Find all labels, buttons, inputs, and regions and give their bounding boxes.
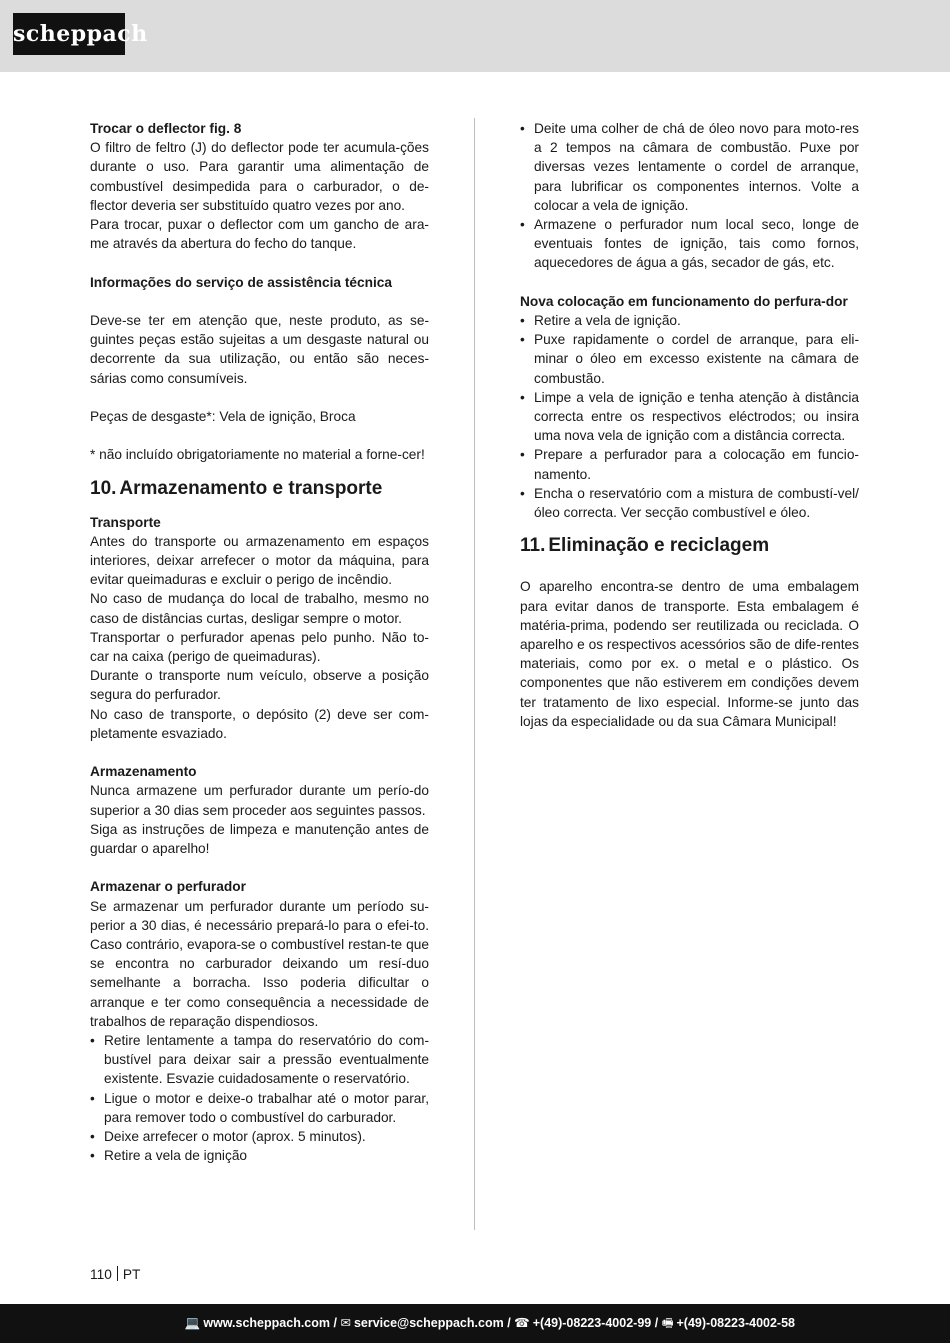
website-link[interactable]: www.scheppach.com [203,1316,330,1330]
email-link[interactable]: service@scheppach.com [353,1316,504,1330]
list-item: • Deixe arrefecer o motor (aprox. 5 minutos). [90,1127,429,1146]
transport-paragraph-1: Antes do transporte ou armazenamento em espaços interiores, deixar arrefecer o motor da máquina, para evitar queimaduras e excluir o perigo de incêndio. [90,533,429,588]
list-item: • Limpe a vela de ignição e tenha atenção à distância correcta entre os respectivos eléctrodos; ou insira uma nova vela de ignição com a distância correcta. [520,388,859,446]
list-item: • Retire a vela de ignição. [520,311,859,330]
list-item: • Retire lentamente a tampa do reservatório do com-bustível para deixar sair a pressão eventualmente existente. Esvazie cuidadosamente o reservatório. [90,1031,429,1089]
deflector-heading: Trocar o deflector fig. 8 [90,121,242,136]
phone-icon: ☎ [514,1316,530,1330]
page-number-value: 110 [90,1267,112,1282]
computer-icon: 💻 [184,1316,201,1330]
email-icon: ✉ [340,1316,351,1330]
storage-heading: Armazenamento [90,764,197,780]
storage-paragraph-2: Siga as instruções de limpeza e manutenção antes de guardar o aparelho! [90,821,429,857]
phone-number: +(49)-08223-4002-99 [532,1316,652,1330]
fax-number: +(49)-08223-4002-58 [676,1316,795,1330]
chapter-11-heading [520,534,859,558]
chapter-10-number: 10. [90,477,117,499]
chapter-11-title: Eliminação e reciclagem [548,535,770,557]
deflector-paragraph-1: O filtro de feltro (J) do deflector pode ter acumula-ções durante o uso. Para garantir uma alimentação de combustível desimpedida para o carburador, o de-flector deveria ser substituído quatro vezes por ano. [90,140,429,213]
page-number [90,1265,140,1284]
right-column [520,119,859,731]
disposal-paragraph: O aparelho encontra-se dentro de uma embalagem para evitar danos de transporte. Esta embalagem é matéria-prima, podendo ser reutilizada ou reciclada. O aparelho e os respectivos acessórios são de dife-rentes materiais, como por ex. o metal e o plástico. Os componentes que não estiverem em condições devem ter tratamento de lixo especial. Informe-se junto das lojas da especialidade ou da sua Câmara Municipal! [520,579,859,729]
list-item: • Retire a vela de ignição [90,1146,429,1165]
transport-heading: Transporte [90,514,161,530]
transport-paragraph-2: No caso de mudança do local de trabalho, mesmo no caso de distâncias curtas, desligar sempre o motor. [90,591,429,626]
store-drill-steps-continued [520,119,859,273]
transport-paragraph-5: No caso de transporte, o depósito (2) deve ser com-pletamente esvaziado. [90,706,429,741]
service-info-paragraph-1: Deve-se ter em atenção que, neste produto, as se-guintes peças estão sujeitas a um desgaste natural ou decorrente da sua utilização, ou então são neces-sárias como consumíveis. [90,313,429,386]
list-item: • Deite uma colher de chá de óleo novo para moto-res a 2 tempos na câmara de combustão. Puxe por diversas vezes lentamente o cordel de arranque, para lubrificar os componentes internos. Volte a colocar a vela de ignição. [520,119,859,215]
contact-info [185,1304,795,1343]
left-column [90,119,429,1165]
restart-heading: Nova colocação em funcionamento do perfura-dor [520,293,848,309]
transport-paragraph-4: Durante o transporte num veículo, observe a posição segura do perfurador. [90,668,429,703]
page-language: PT [122,1267,141,1282]
wear-parts-note: * não incluído obrigatoriamente no material a forne-cer! [90,447,425,463]
contact-separator: / [654,1316,659,1330]
column-divider [474,118,475,1230]
restart-steps [520,311,859,522]
list-item: • Ligue o motor e deixe-o trabalhar até o motor parar, para remover todo o combustível do carburador. [90,1089,429,1127]
deflector-paragraph-2: Para trocar, puxar o deflector com um gancho de ara-me através da abertura do fecho do tanque. [90,217,429,252]
store-drill-paragraph: Se armazenar um perfurador durante um período su-perior a 30 dias, é necessário prepará-lo para o efei-to. Caso contrário, evapora-se o combustível restan-te que se encontra no carburador deixando um resí-duo semelhante a borracha. Isso poderia dificultar o arranque e ter como consequência a necessidade de trabalhos de reparação dispendiosos. [90,898,429,1029]
list-item: • Armazene o perfurador num local seco, longe de eventuais fontes de ignição, tais como fornos, aquecedores de água a gás, secador de gás, etc. [520,215,859,273]
chapter-10-heading [90,477,429,501]
storage-paragraph-1: Nunca armazene um perfurador durante um perío-do superior a 30 dias sem proceder aos seguintes passos. [90,783,429,818]
contact-separator: / [507,1316,511,1330]
page-number-separator [117,1266,118,1281]
chapter-11-number: 11. [520,535,546,557]
wear-parts-text: Peças de desgaste*: Vela de ignição, Broca [90,409,356,424]
store-drill-steps [90,1031,429,1165]
store-drill-heading: Armazenar o perfurador [90,879,246,895]
contact-separator: / [333,1316,337,1330]
scheppach-logo: scheppach [13,13,125,55]
list-item: • Puxe rapidamente o cordel de arranque, para eli-minar o óleo em excesso existente na câmara de combustão. [520,330,859,388]
transport-paragraph-3: Transportar o perfurador apenas pelo punho. Não to-car na caixa (perigo de queimaduras). [90,629,429,665]
service-info-heading: Informações do serviço de assistência técnica [90,274,393,290]
list-item: • Encha o reservatório com a mistura de combustí-vel/óleo correcta. Ver secção combustível e óleo. [520,484,859,522]
list-item: • Prepare a perfurador para a colocação em funcio-namento. [520,445,859,483]
header-band [0,0,950,72]
chapter-10-title: Armazenamento e transporte [119,477,383,499]
fax-icon: 🖷 [661,1316,674,1330]
